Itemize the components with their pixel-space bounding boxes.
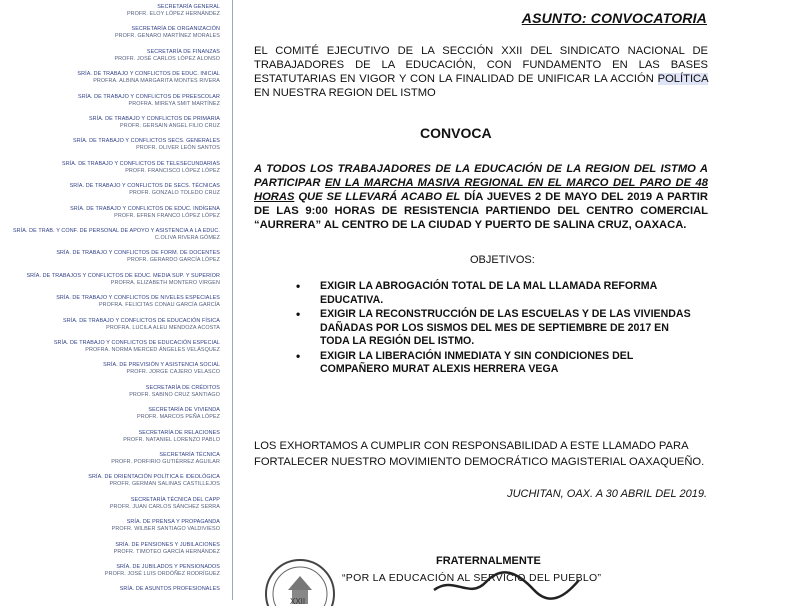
objective-item: • EXIGIR LA RECONSTRUCCIÓN DE LAS ESCUELAS Y DE LAS VIVIENDAS DAÑADAS POR LOS SISMOS DEL MES DE SEPTIEMBRE DE 2017 EN TODA LA REGIÓN DEL ISTMO. [294, 308, 694, 349]
committee-entry [5, 71, 220, 85]
committee-entry [5, 4, 220, 18]
committee-entry [5, 519, 220, 533]
committee-entry [5, 340, 220, 354]
committee-position: SRÍA. DE TRABAJOS Y CONFLICTOS DE EDUC. MEDIA SUP. Y SUPERIOR [26, 272, 220, 279]
committee-position: SRÍA. DE JUBILADOS Y PENSIONADOS [116, 564, 220, 570]
committee-position: SECRETARÍA DE VIVIENDA [148, 407, 220, 414]
call-text-b: QUE SE LLEVARÁ ACABO EL [294, 191, 461, 203]
committee-entry [5, 452, 220, 466]
objectives-list [294, 280, 694, 378]
committee-position: SRÍA. DE TRABAJO Y CONFLICTOS DE PRIMARIA [88, 116, 220, 122]
committee-entry [5, 586, 220, 593]
committee-member: PROFRA. LUCILA ALEU MENDOZA ACOSTA [106, 324, 220, 331]
sidebar-divider [232, 0, 233, 600]
committee-member: PROFR. GERMAN SALINAS CASTILLEJOS [109, 481, 220, 488]
objectives-heading: OBJETIVOS: [470, 254, 535, 266]
committee-member: PROFR. JORGE CAJERO VELASCO [126, 369, 220, 376]
document-body [248, 0, 793, 606]
union-motto: “POR LA EDUCACIÓN AL SERVICIO DEL PUEBLO” [342, 572, 602, 584]
committee-position: SRÍA. DE ASUNTOS PROFESIONALES [119, 586, 220, 593]
committee-entry [5, 161, 220, 175]
committee-member: PROFRA. NORMA MERCED ÁNGELES VELÁSQUEZ [85, 347, 220, 353]
committee-entry [5, 116, 220, 130]
committee-member: PROFR. PORFIRIO GUTIÉRREZ AGUILAR [111, 459, 220, 465]
committee-member: PROFR. JUAN CARLOS SÁNCHEZ SERRA [109, 503, 220, 510]
intro-highlight: POLÍTICA [657, 73, 708, 85]
committee-entry [5, 564, 220, 578]
committee-member: PROFR. TIMOTEO GARCÍA HERNÁNDEZ [113, 548, 220, 555]
committee-member: PROFR. GERSAIN ANGEL FILIO CRUZ [120, 123, 220, 129]
committee-position: SECRETARÍA DE ORGANIZACIÓN [131, 26, 220, 33]
committee-entry [5, 250, 220, 264]
committee-position: SRÍA. DE PRENSA Y PROPAGANDA [126, 519, 220, 526]
committee-entry [5, 497, 220, 511]
committee-position: SRÍA. DE TRABAJO Y CONFLICTOS DE EDUC. INICIAL [77, 71, 220, 78]
objective-item: • EXIGIR LA ABROGACIÓN TOTAL DE LA MAL LLAMADA REFORMA EDUCATIVA. [294, 280, 694, 307]
objective-item: • EXIGIR LA LIBERACIÓN INMEDIATA Y SIN CONDICIONES DEL COMPAÑERO MURAT ALEXIS HERRERA VEGA [294, 350, 694, 377]
committee-entry [5, 138, 220, 152]
committee-entry [5, 430, 220, 444]
committee-member: PROFR. JOSÉ LUIS ORDÓÑEZ RODRÍGUEZ [104, 571, 220, 577]
committee-position: SRÍA. DE TRABAJO Y CONFLICTOS DE EDUCACIÓN FÍSICA [63, 317, 220, 324]
committee-entry [5, 273, 220, 287]
committee-member: PROFRA. FELICITAS CONAU GARCÍA GARCÍA [98, 302, 220, 309]
committee-position: SRÍA. DE TRABAJO Y CONFLICTOS SECS. GENERALES [73, 138, 220, 145]
committee-position: SRÍA. DE PENSIONES Y JUBILACIONES [115, 541, 220, 548]
committee-position: SRÍA. DE TRABAJO Y CONFLICTOS DE FORM. DE DOCENTES [56, 250, 220, 257]
committee-entry [5, 206, 220, 220]
committee-position: SRÍA. DE TRABAJO Y CONFLICTOS DE TELESECUNDARIAS [62, 160, 220, 167]
committee-member: PROFR. EFREN FRANCO LÓPEZ LÓPEZ [114, 212, 220, 219]
committee-position: SRÍA. DE TRABAJO Y CONFLICTOS DE SECS. TÉCNICAS [69, 183, 220, 190]
committee-entry [5, 228, 220, 242]
committee-position: SECRETARÍA DE CRÉDITOS [145, 384, 220, 391]
committee-member: PROFR. FRANCISCO LÓPEZ LÓPEZ [125, 167, 220, 174]
committee-member: PROFR. MARCOS PEÑA LÓPEZ [137, 414, 220, 421]
committee-member: PROFR. GERARDO GARCÍA LÓPEZ [127, 257, 220, 264]
committee-member: PROFR. SABINO CRUZ SANTIAGO [129, 391, 220, 398]
convoca-heading: CONVOCA [420, 125, 492, 141]
committee-position: SECRETARÍA DE RELACIONES [138, 429, 220, 436]
committee-entry [5, 385, 220, 399]
committee-entry [5, 183, 220, 197]
executive-committee-sidebar [0, 0, 236, 600]
subject-heading: ASUNTO: CONVOCATORIA [521, 10, 707, 26]
committee-entry [5, 26, 220, 40]
committee-position: SRÍA. DE TRAB. Y CONF. DE PERSONAL DE APOYO Y ASISTENCIA A LA EDUC. [12, 228, 220, 234]
intro-text-a: EL COMITÉ EJECUTIVO DE LA SECCIÓN XXII DEL SINDICATO NACIONAL DE TRABAJADORES DE LA EDUCACIÓN, CON FUNDAMENTO EN LAS BASES ESTATUTARIAS EN VIGOR Y CON LA FINALIDAD DE UNIFICAR LA ACCIÓN [254, 45, 708, 85]
committee-member: PROFRA. ELIZABETH MONTERO VIRGEN [110, 279, 220, 286]
committee-member: PROFR. JOSÉ CARLOS LÓPEZ ALONSO [114, 55, 220, 62]
call-text-c: DÍA JUEVES 2 DE MAYO DEL 2019 A PARTIR DE LAS 9:00 HORAS DE RESISTENCIA PARTIENDO DEL CENTRO COMERCIAL “AURRERA” AL CENTRO DE LA CIUDAD Y PUERTO DE SALINA CRUZ, OAXACA. [254, 191, 708, 231]
committee-entry [5, 49, 220, 63]
committee-position: SRÍA. DE TRABAJO Y CONFLICTOS DE NIVELES ESPECIALES [56, 295, 220, 302]
place-date: JUCHITAN, OAX. A 30 ABRIL DEL 2019. [507, 488, 707, 500]
closing-fraternalmente: FRATERNALMENTE [436, 555, 541, 567]
committee-member: C.OLIVA RIVERA GÓMEZ [154, 235, 220, 241]
committee-member: PROFR. OLIVER LEÓN SANTOS [136, 145, 220, 152]
committee-position: SRÍA. DE TRABAJO Y CONFLICTOS DE PREESCOLAR [78, 93, 220, 100]
committee-member: PROFR. GONZALO TOLEDO CRUZ [129, 190, 220, 197]
signature-icon [424, 570, 584, 600]
intro-text-b: EN NUESTRA REGION DEL ISTMO [254, 87, 436, 99]
committee-member: PROFRA. MIREYA SMIT MARTÍNEZ [128, 100, 220, 107]
committee-position: SECRETARÍA TÉCNICA DEL CAPP [130, 496, 220, 503]
committee-member: PROFR. WILBER SANTIAGO VALDIVIESO [111, 526, 220, 533]
committee-member: PROFR. ELOY LÓPEZ HERNÁNDEZ [126, 11, 220, 17]
committee-position: SRÍA. DE PREVISIÓN Y ASISTENCIA SOCIAL [103, 362, 220, 369]
call-text-a: A TODOS LOS TRABAJADORES DE LA EDUCACIÓN DE LA REGION DEL ISTMO A PARTICIPAR [254, 163, 708, 189]
call-paragraph [254, 162, 708, 232]
committee-position: SRÍA. DE TRABAJO Y CONFLICTOS DE EDUCACIÓN ESPECIAL [53, 340, 220, 346]
committee-position: SECRETARÍA GENERAL [157, 4, 220, 10]
committee-position: SRÍA. DE TRABAJO Y CONFLICTOS DE EDUC. INDÍGENA [70, 205, 220, 212]
committee-member: PROFR. GENARO MARTÍNEZ MORALES [114, 33, 220, 40]
committee-entry [5, 318, 220, 332]
committee-entry [5, 295, 220, 309]
union-seal-icon [248, 546, 348, 606]
committee-entry [5, 542, 220, 556]
committee-position: SRÍA. DE ORIENTACIÓN POLÍTICA E IDEOLÓGICA [88, 474, 220, 481]
committee-position: SECRETARÍA DE FINANZAS [146, 48, 220, 55]
exhortation-paragraph: LOS EXHORTAMOS A CUMPLIR CON RESPONSABILIDAD A ESTE LLAMADO PARA FORTALECER NUESTRO MOVIMIENTO DEMOCRÁTICO MAGISTERIAL OAXAQUEÑO. [254, 440, 705, 468]
committee-member: PROFR. NATANIEL LORENZO PABLO [123, 436, 220, 443]
committee-position: SECRETARÍA TÉCNICA [159, 452, 220, 458]
committee-entry [5, 474, 220, 488]
committee-entry [5, 94, 220, 108]
svg-text:XXII: XXII [290, 597, 306, 606]
call-event-underlined: EN LA MARCHA MASIVA REGIONAL EN EL MARCO DEL PARO DE 48 HORAS [254, 177, 708, 203]
committee-entry [5, 362, 220, 376]
intro-paragraph [254, 44, 708, 100]
committee-entry [5, 407, 220, 421]
committee-member: PROFRA. ALBINA MARGARITA MONTES RIVERA [93, 78, 220, 85]
